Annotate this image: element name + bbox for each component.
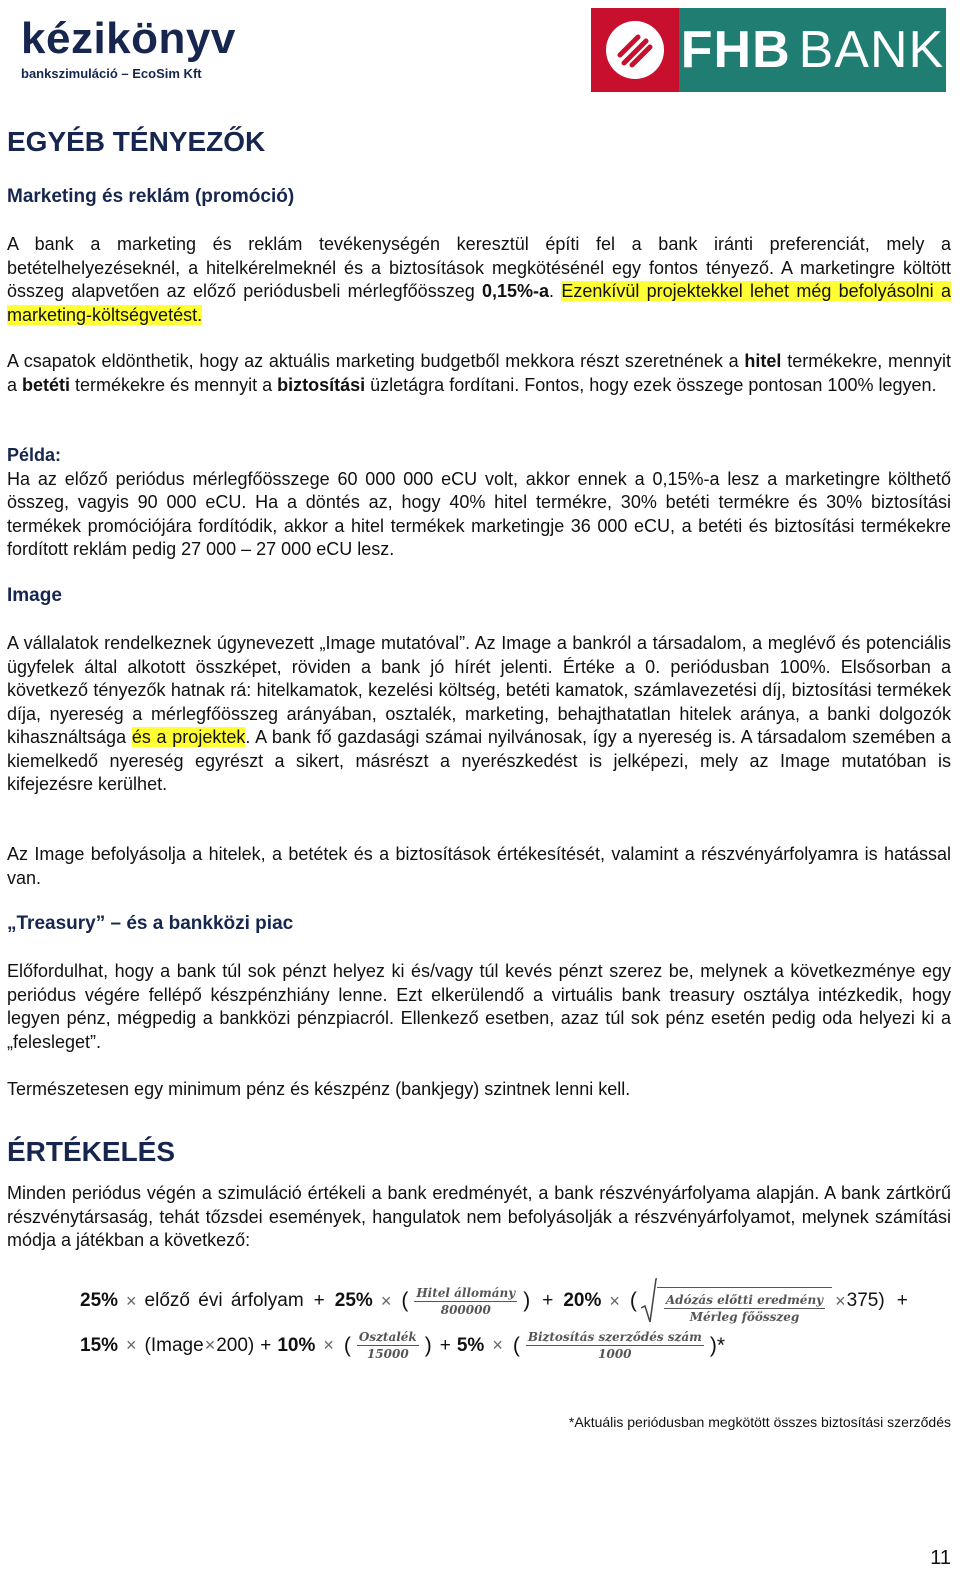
times-icon: ×	[204, 1335, 216, 1355]
paragraph-image-effect: Az Image befolyásolja a hitelek, a betétek és a biztosítások értékesítését, valamint a részvényárfolyamra is hatással van.	[7, 844, 951, 888]
bold-percent: 0,15%-a	[482, 281, 550, 301]
fraction-numerator: Biztosítás szerződés szám	[527, 1330, 702, 1344]
formula-weight: 25%	[334, 1290, 373, 1311]
close-paren: )	[523, 1289, 531, 1312]
text-span: termékekre és mennyit a	[70, 374, 278, 395]
logo-text-thin: BANK	[798, 21, 945, 79]
bold-beteti: betéti	[22, 374, 71, 395]
paragraph-evaluation: Minden periódus végén a szimuláció értékeli a bank eredményét, a bank részvényárfolyama alapján. A bank zártkörű részvénytársaság, tehát tőzsdei események, hangulatok nem befolyásolják a részvényárfolyamot, melynek számítási módja a játékban a következő:	[7, 1183, 951, 1250]
fraction-numerator: Osztalék	[358, 1330, 417, 1344]
formula-weight: 15%	[80, 1334, 119, 1356]
paragraph-example	[7, 444, 951, 562]
text-span: A bank a marketing és reklám tevékenységén keresztül építi fel a bank iránti preferenciát, mely a betételhelyezéseknél, a hitelkérelmeknél és a biztosítások megkötésénél egy fontos tényező. A marketingre költött összeg alapvetően az előző periódusbeli mérlegfőösszeg	[7, 234, 951, 301]
times-icon: ×	[609, 1290, 620, 1311]
paragraph-image-intro	[7, 632, 951, 797]
square-root	[641, 1278, 832, 1324]
paragraph-treasury: Előfordulhat, hogy a bank túl sok pénzt helyez ki és/vagy túl kevés pénzt szerez be, melynek a következménye egy periódus végére fellépő készpénzhiány lenne. Ezt elkerülendő a virtuális bank treasury osztálya intézkedik, hogy legyen pénz, mégpedig a bankközi pénzpiacról. Ellenkező esetben, azaz túl sok pénz esetén pedig oda helyezi ki a „felesleget”.	[7, 961, 951, 1052]
example-text: Ha az előző periódus mérlegfőösszege 60 000 000 eCU volt, akkor ennek a 0,15%-a lesz a marketingre költhető összeg, vagyis 90 000 eCU. Ha a döntés az, hogy 40% hitel termékre, 30% betéti termékre és 30% biztosítási termékek promóciójára fordítódik, akkor a hitel termékek marketingje 36 000 eCU, a betéti és biztosítási termékekre fordított reklám pedig 27 000 – 27 000 eCU lesz.	[7, 468, 951, 559]
section-heading-other-factors: EGYÉB TÉNYEZŐK	[7, 126, 266, 157]
text-span: A vállalatok rendelkeznek úgynevezett „Image mutatóval”. Az Image a bankról a társadalom, a meglévő és potenciális ügyfelek által alkotott összképet, röviden a bank jó hírét jelenti. Értéke a 0. periódusban 100%. Elsősorban a következő tényezők hatnak rá: hitelkamatok, kezelési költség, betéti kamatok, számlavezetési díj, biztosítási termékek díja, nyereség a mérlegfőösszeg arányában, osztalék, marketing, behajthatatlan hitelek aránya, a banki dolgozók kihasználtsága	[7, 633, 951, 747]
times-icon: ×	[835, 1290, 846, 1311]
close-paren: )	[424, 1333, 432, 1357]
formula-weight: 25%	[80, 1290, 119, 1311]
fraction-profit	[664, 1293, 825, 1324]
section-heading-evaluation: ÉRTÉKELÉS	[7, 1136, 176, 1167]
fraction-loans	[414, 1286, 517, 1317]
times-icon: ×	[492, 1335, 503, 1355]
highlighted-text: Ezenkívül projektekkel lehet még befolyásolni a marketing-költségvetést.	[7, 281, 951, 325]
text-span: üzletágra fordítani. Fontos, hogy ezek összege pontosan 100% legyen.	[365, 374, 937, 395]
plus-sign: +	[260, 1334, 272, 1356]
fraction-dividend	[357, 1330, 419, 1361]
times-icon: ×	[323, 1335, 334, 1355]
fraction-numerator: Hitel állomány	[416, 1285, 516, 1300]
sqrt-radicand	[657, 1287, 832, 1324]
formula-row-2	[80, 1330, 727, 1361]
fhb-logo-mark-icon	[591, 8, 679, 92]
bold-hitel: hitel	[744, 351, 782, 371]
fraction-denominator: 800000	[440, 1302, 491, 1317]
fraction-denominator: 15000	[366, 1347, 409, 1361]
subheading-treasury: „Treasury” – és a bankközi piac	[7, 913, 294, 934]
text-span: A csapatok eldönthetik, hogy az aktuális marketing budgetből mekkora részt szeretnének a	[7, 351, 745, 371]
plus-sign: +	[439, 1334, 451, 1356]
formula-weight: 20%	[563, 1290, 602, 1311]
example-label: Példa:	[7, 445, 62, 465]
open-paren: (	[401, 1289, 409, 1312]
formula-weight: 5%	[456, 1334, 485, 1356]
subheading-image: Image	[7, 585, 62, 606]
formula-weight: 10%	[277, 1334, 316, 1356]
times-icon: ×	[126, 1290, 137, 1311]
sqrt-sign-icon	[641, 1278, 657, 1324]
document-subtitle: bankszimuláció – EcoSim Kft	[21, 66, 202, 81]
bold-biztositasi: biztosítási	[277, 374, 366, 395]
fraction-insurance	[526, 1330, 704, 1361]
page-number: 11	[930, 1547, 951, 1569]
plus-sign: +	[542, 1290, 554, 1311]
document-title: kézikönyv	[21, 14, 236, 63]
fraction-numerator: Adózás előtti eredmény	[665, 1293, 824, 1307]
text-span: . A bank fő gazdasági számai nyilvánosak, így a nyereség is. A társadalom szemében a kiemelkedő nyereség egyrészt a sikert, másrészt a nyerészkedést is jelképezi, mely az Image mutatóban is kifejezésre kerülhet.	[7, 727, 951, 794]
text-span: .	[549, 281, 562, 301]
formula-term: 200)	[216, 1334, 255, 1356]
footnote: *Aktuális periódusban megkötött összes biztosítási szerződés	[568, 1414, 951, 1430]
open-paren: (	[629, 1289, 637, 1312]
fraction-denominator: 1000	[598, 1347, 632, 1361]
highlighted-text: és a projektek	[131, 727, 246, 747]
fhb-bank-logo	[591, 8, 946, 92]
paragraph-treasury-minimum: Természetesen egy minimum pénz és készpénz (bankjegy) szintnek lenni kell.	[7, 1079, 631, 1099]
open-paren: (	[343, 1333, 351, 1357]
formula-term: (Image	[144, 1334, 204, 1356]
open-paren: (	[512, 1333, 520, 1357]
paragraph-marketing-intro	[7, 233, 951, 327]
close-paren: )*	[709, 1333, 725, 1357]
paragraph-marketing-budget	[7, 350, 951, 397]
formula-term: előző évi árfolyam	[144, 1290, 304, 1311]
formula-row-1	[80, 1278, 908, 1324]
logo-text-bold: FHB	[680, 21, 791, 79]
plus-sign: +	[896, 1290, 908, 1311]
text-span: termékekre, mennyit a	[7, 351, 951, 395]
fhb-logo-text	[679, 8, 946, 92]
plus-sign: +	[313, 1290, 325, 1311]
formula-term: 375)	[846, 1290, 885, 1311]
fraction-denominator: Mérleg főösszeg	[689, 1310, 800, 1324]
times-icon: ×	[380, 1290, 392, 1311]
subheading-marketing: Marketing és reklám (promóció)	[7, 186, 295, 207]
times-icon: ×	[126, 1335, 137, 1355]
